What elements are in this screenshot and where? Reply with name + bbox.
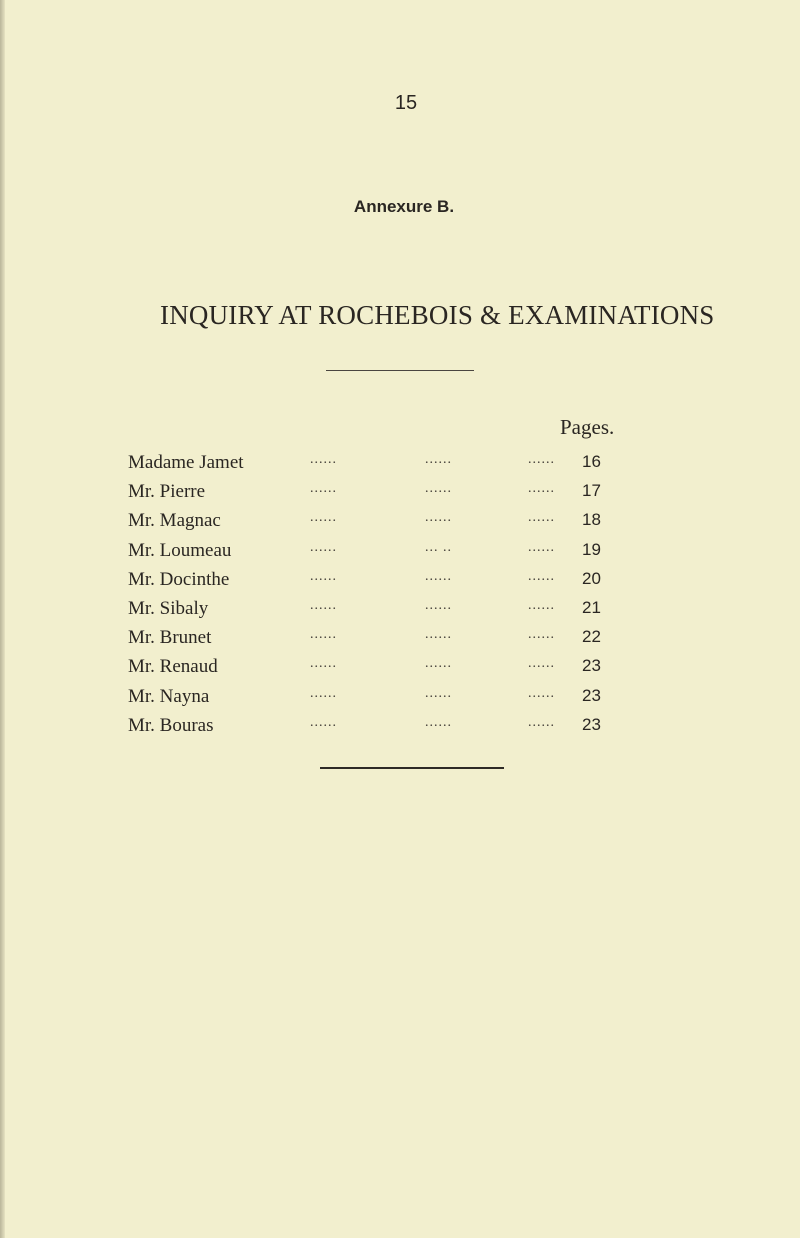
leader-dots: ...... (425, 714, 452, 730)
toc-entry-name: Mr. Loumeau (128, 539, 232, 561)
leader-dots: ...... (310, 714, 337, 730)
leader-dots: ...... (425, 656, 452, 672)
leader-dots: ...... (528, 685, 555, 701)
leader-dots: ...... (425, 685, 452, 701)
leader-dots: ...... (528, 627, 555, 643)
leader-dots: ...... (310, 481, 337, 497)
toc-row (128, 598, 608, 627)
leader-dots: ...... (528, 452, 555, 467)
document-title: INQUIRY AT ROCHEBOIS & EXAMINATIONS (160, 300, 715, 330)
table-of-contents (128, 452, 608, 744)
toc-entry-name: Madame Jamet (128, 452, 244, 473)
leader-dots: ...... (310, 597, 337, 613)
toc-entry-page: 22 (582, 627, 601, 647)
toc-entry-page: 20 (582, 568, 601, 588)
toc-entry-name: Mr. Pierre (128, 481, 206, 503)
leader-dots: ...... (310, 685, 337, 701)
toc-entry-name: Mr. Brunet (128, 627, 212, 649)
toc-entry-name: Mr. Docinthe (128, 568, 230, 590)
toc-row (128, 540, 608, 569)
toc-entry-name: Mr. Bouras (128, 714, 214, 736)
leader-dots: ...... (425, 627, 452, 643)
toc-entry-name: Mr. Magnac (128, 510, 221, 532)
toc-entry-page: 16 (582, 452, 601, 471)
toc-row (128, 656, 608, 685)
toc-entry-name: Mr. Nayna (128, 685, 210, 707)
toc-row (128, 481, 608, 510)
leader-dots: ...... (425, 510, 452, 526)
leader-dots: ...... (310, 568, 337, 584)
leader-dots: ...... (528, 714, 555, 730)
leader-dots: ...... (528, 510, 555, 526)
leader-dots: ...... (528, 656, 555, 672)
leader-dots: ...... (310, 539, 337, 555)
title-divider (326, 370, 474, 371)
leader-dots: ... .. (425, 539, 452, 555)
leader-dots: ...... (425, 568, 452, 584)
toc-entry-page: 18 (582, 510, 601, 530)
toc-row (128, 569, 608, 598)
leader-dots: ...... (528, 597, 555, 613)
toc-row (128, 452, 608, 481)
leader-dots: ...... (425, 597, 452, 613)
leader-dots: ...... (425, 481, 452, 497)
toc-row (128, 627, 608, 656)
toc-entry-name: Mr. Sibaly (128, 597, 209, 619)
closing-rule (320, 767, 504, 769)
leader-dots: ...... (310, 656, 337, 672)
leader-dots: ...... (310, 452, 337, 467)
toc-entry-page: 19 (582, 539, 601, 559)
annex-label: Annexure B. (353, 197, 455, 216)
leader-dots: ...... (528, 568, 555, 584)
toc-row (128, 715, 608, 744)
toc-row (128, 686, 608, 715)
page-edge (0, 0, 5, 1238)
leader-dots: ...... (528, 481, 555, 497)
toc-entry-page: 21 (582, 597, 601, 617)
page-number: 15 (394, 92, 418, 114)
toc-entry-page: 23 (582, 656, 601, 676)
leader-dots: ...... (310, 510, 337, 526)
leader-dots: ...... (425, 452, 452, 467)
toc-entry-page: 23 (582, 714, 601, 734)
toc-entry-page: 23 (582, 685, 601, 705)
pages-column-header: Pages. (560, 415, 615, 439)
toc-entry-page: 17 (582, 481, 601, 501)
toc-row (128, 510, 608, 539)
leader-dots: ...... (310, 627, 337, 643)
toc-entry-name: Mr. Renaud (128, 656, 218, 678)
leader-dots: ...... (528, 539, 555, 555)
